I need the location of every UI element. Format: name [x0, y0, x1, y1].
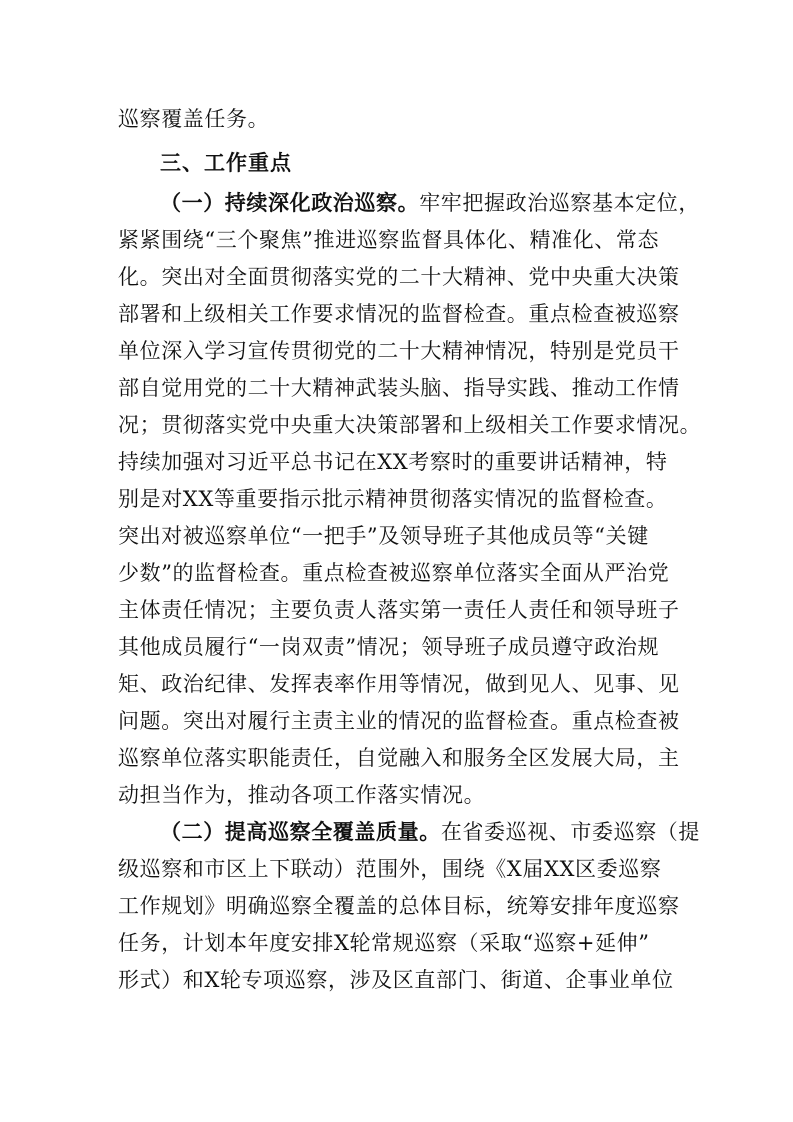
- subsection-heading-2: （二）提高巡察全覆盖质量。: [160, 819, 441, 844]
- text-line-17: 问题。突出对履行主责主业的情况的监督检查。重点检查被: [118, 709, 680, 733]
- text-line-18: 巡察单位落实职能责任，自觉融入和服务全区发展大局，主: [118, 746, 680, 770]
- text-line-7: 单位深入学习宣传贯彻党的二十大精神情况，特别是党员干: [118, 339, 680, 363]
- text-line-13: 少数”的监督检查。重点检查被巡察单位落实全面从严治党: [118, 561, 670, 585]
- text-line-22: 级巡察和市区上下联动）范围外，围绕《X届XX区委巡察: [118, 857, 662, 881]
- text-line-5: 化。突出对全面贯彻落实党的二十大精神、党中央重大决策: [118, 265, 680, 289]
- text-line-12: 突出对被巡察单位“一把手”及领导班子其他成员等“关键: [118, 524, 649, 548]
- text-line-24: 任务，计划本年度安排X轮常规巡察（采取“巡察+延伸”: [118, 931, 650, 955]
- text-line-19: 动担当作为，推动各项工作落实情况。: [118, 783, 486, 807]
- text-line-25: 形式）和X轮专项巡察，涉及区直部门、街道、企事业单位: [118, 968, 674, 992]
- paragraph-1-first-line: [160, 188, 720, 218]
- paragraph-2-first-line: [160, 817, 720, 847]
- text-line-14: 主体责任情况；主要负责人落实第一责任人责任和领导班子: [118, 598, 680, 622]
- text-line-1: 巡察覆盖任务。: [118, 107, 270, 131]
- text-line-23: 工作规划》明确巡察全覆盖的总体目标，统筹安排年度巡察: [118, 894, 680, 918]
- paragraph-2-lead: 在省委巡视、市委巡察（提: [440, 820, 701, 844]
- text-line-15: 其他成员履行“一岗双责”情况；领导班子成员遵守政治规: [118, 635, 660, 659]
- text-line-9: 况；贯彻落实党中央重大决策部署和上级相关工作要求情况。: [118, 413, 702, 437]
- text-line-11: 别是对XX等重要指示批示精神贯彻落实情况的监督检查。: [118, 487, 668, 511]
- section-heading: 三、工作重点: [160, 150, 292, 175]
- paragraph-1-lead: 牢牢把握政治巡察基本定位，: [419, 191, 701, 215]
- text-line-6: 部署和上级相关工作要求情况的监督检查。重点检查被巡察: [118, 302, 680, 326]
- subsection-heading-1: （一）持续深化政治巡察。: [160, 190, 420, 215]
- text-line-8: 部自觉用党的二十大精神武装头脑、指导实践、推动工作情: [118, 376, 680, 400]
- text-line-16: 矩、政治纪律、发挥表率作用等情况，做到见人、见事、见: [118, 672, 680, 696]
- text-line-10: 持续加强对习近平总书记在XX考察时的重要讲话精神，特: [118, 450, 668, 474]
- text-line-4: 紧紧围绕“三个聚焦”推进巡察监督具体化、精准化、常态: [118, 228, 660, 252]
